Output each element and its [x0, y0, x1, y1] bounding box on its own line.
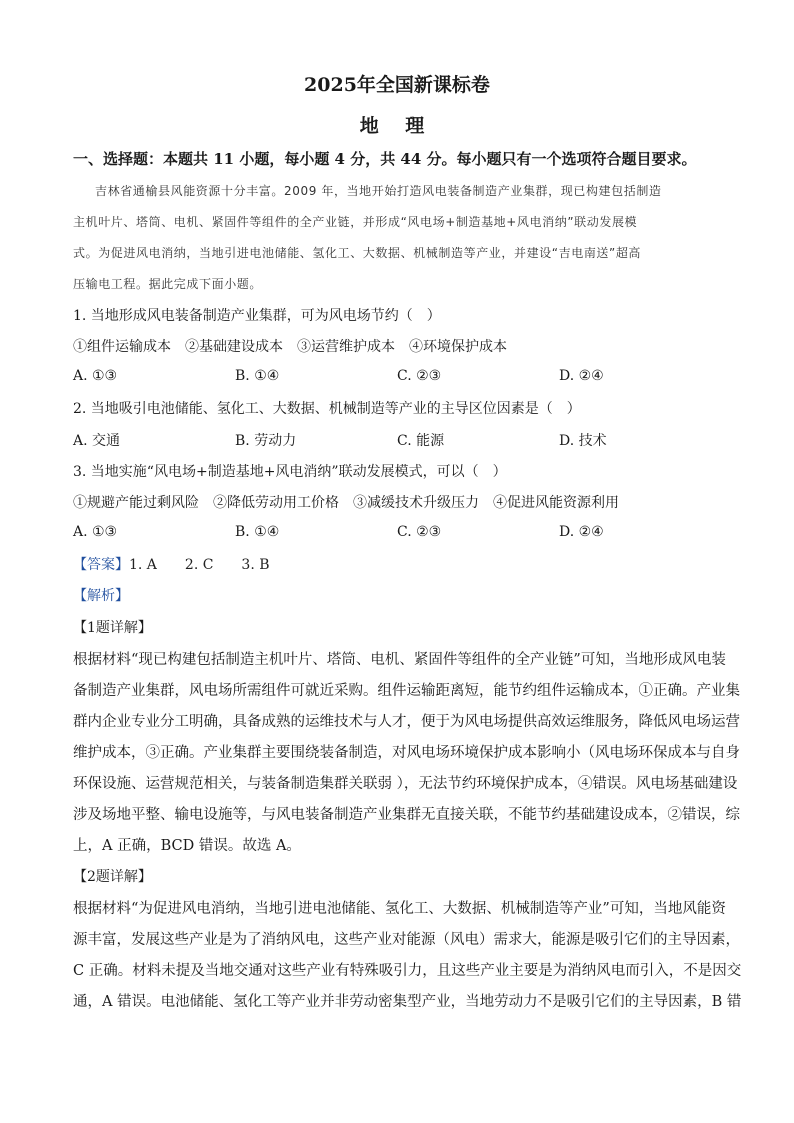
- question-3-options: [73, 524, 733, 544]
- option-d: D. ②④: [559, 368, 604, 384]
- section-heading: 一、选择题：本题共 11 小题，每小题 4 分，共 44 分。每小题只有一个选项符合题目要求。: [73, 150, 697, 168]
- option-c: C. ②③: [397, 368, 442, 384]
- option-d: D. 技术: [559, 433, 607, 449]
- subject-title: 地 理: [359, 115, 435, 137]
- option-a: A. ①③: [73, 524, 118, 540]
- detail-2-line: 通，A 错误。电池储能、氢化工等产业并非劳动密集型产业，当地劳动力不是吸引它们的主导因素，B 错: [73, 994, 742, 1010]
- question-2-stem: 2. 当地吸引电池储能、氢化工、大数据、机械制造等产业的主导区位因素是（ ）: [73, 401, 581, 417]
- option-a: A. ①③: [73, 368, 118, 384]
- detail-1-line: 根据材料“现已构建包括制造主机叶片、塔筒、电机、紧固件等组件的全产业链”可知，当地形成风电装: [73, 652, 726, 668]
- detail-2-line: C 正确。材料未提及当地交通对这些产业有特殊吸引力，且这些产业主要是为消纳风电而引入，不是因交: [73, 963, 742, 979]
- analysis-tag: 【解析】: [73, 588, 129, 604]
- answer-text: 1. A 2. C 3. B: [129, 557, 270, 573]
- detail-1-line: 上，A 正确，BCD 错误。故选 A。: [73, 838, 301, 854]
- question-1-stem: 1. 当地形成风电装备制造产业集群，可为风电场节约（ ）: [73, 308, 441, 324]
- detail-1-tag: 【1题详解】: [73, 620, 152, 636]
- answer-line: [73, 555, 270, 575]
- question-3-items: ①规避产能过剩风险 ②降低劳动用工价格 ③减缓技术升级压力 ④促进风能资源利用: [73, 495, 619, 511]
- detail-1-line: 群内企业专业分工明确，具备成熟的运维技术与人才，便于为风电场提供高效运维服务，降低风电场运营: [73, 714, 740, 730]
- detail-2-line: 根据材料“为促进风电消纳，当地引进电池储能、氢化工、大数据、机械制造等产业”可知，当地风能资: [73, 901, 726, 917]
- detail-2-line: 源丰富，发展这些产业是为了消纳风电，这些产业对能源（风电）需求大，能源是吸引它们的主导因素，: [73, 932, 740, 948]
- detail-1-line: 备制造产业集群，风电场所需组件可就近采购。组件运输距离短，能节约组件运输成本，①正确。产业集: [73, 683, 740, 699]
- detail-2-tag: 【2题详解】: [73, 869, 152, 885]
- question-2-options: [73, 430, 733, 450]
- question-3-stem: 3. 当地实施“风电场+制造基地+风电消纳”联动发展模式，可以（ ）: [73, 464, 507, 480]
- detail-1-line: 环保设施、运营规范相关，与装备制造集群关联弱 ），无法节约环境保护成本，④错误。风电场基础建设: [73, 776, 738, 792]
- material-line: 吉林省通榆县风能资源十分丰富。2009 年，当地开始打造风电装备制造产业集群，现已构建包括制造: [95, 184, 662, 198]
- option-b: B. 劳动力: [235, 433, 297, 449]
- question-1-options: [73, 368, 733, 388]
- option-d: D. ②④: [559, 524, 604, 540]
- material-line: 压输电工程。据此完成下面小题。: [73, 277, 263, 291]
- detail-1-line: 涉及场地平整、输电设施等，与风电装备制造产业集群无直接关联，不能节约基础建设成本，②错误，综: [73, 807, 740, 823]
- exam-title: 2025年全国新课标卷: [304, 74, 490, 96]
- question-1-items: ①组件运输成本 ②基础建设成本 ③运营维护成本 ④环境保护成本: [73, 339, 507, 355]
- option-c: C. 能源: [397, 433, 445, 449]
- option-b: B. ①④: [235, 524, 280, 540]
- option-b: B. ①④: [235, 368, 280, 384]
- material-line: 主机叶片、塔筒、电机、紧固件等组件的全产业链，并形成“风电场+制造基地+风电消纳”联动发展模: [73, 215, 638, 229]
- detail-1-line: 维护成本，③正确。产业集群主要围绕装备制造，对风电场环境保护成本影响小（风电场环保成本与自身: [73, 745, 740, 761]
- answer-tag: 【答案】: [73, 557, 129, 573]
- option-a: A. 交通: [73, 433, 121, 449]
- option-c: C. ②③: [397, 524, 442, 540]
- material-line: 式。为促进风电消纳，当地引进电池储能、氢化工、大数据、机械制造等产业，并建设“吉电南送”超高: [73, 246, 642, 260]
- analysis-line: [73, 586, 129, 606]
